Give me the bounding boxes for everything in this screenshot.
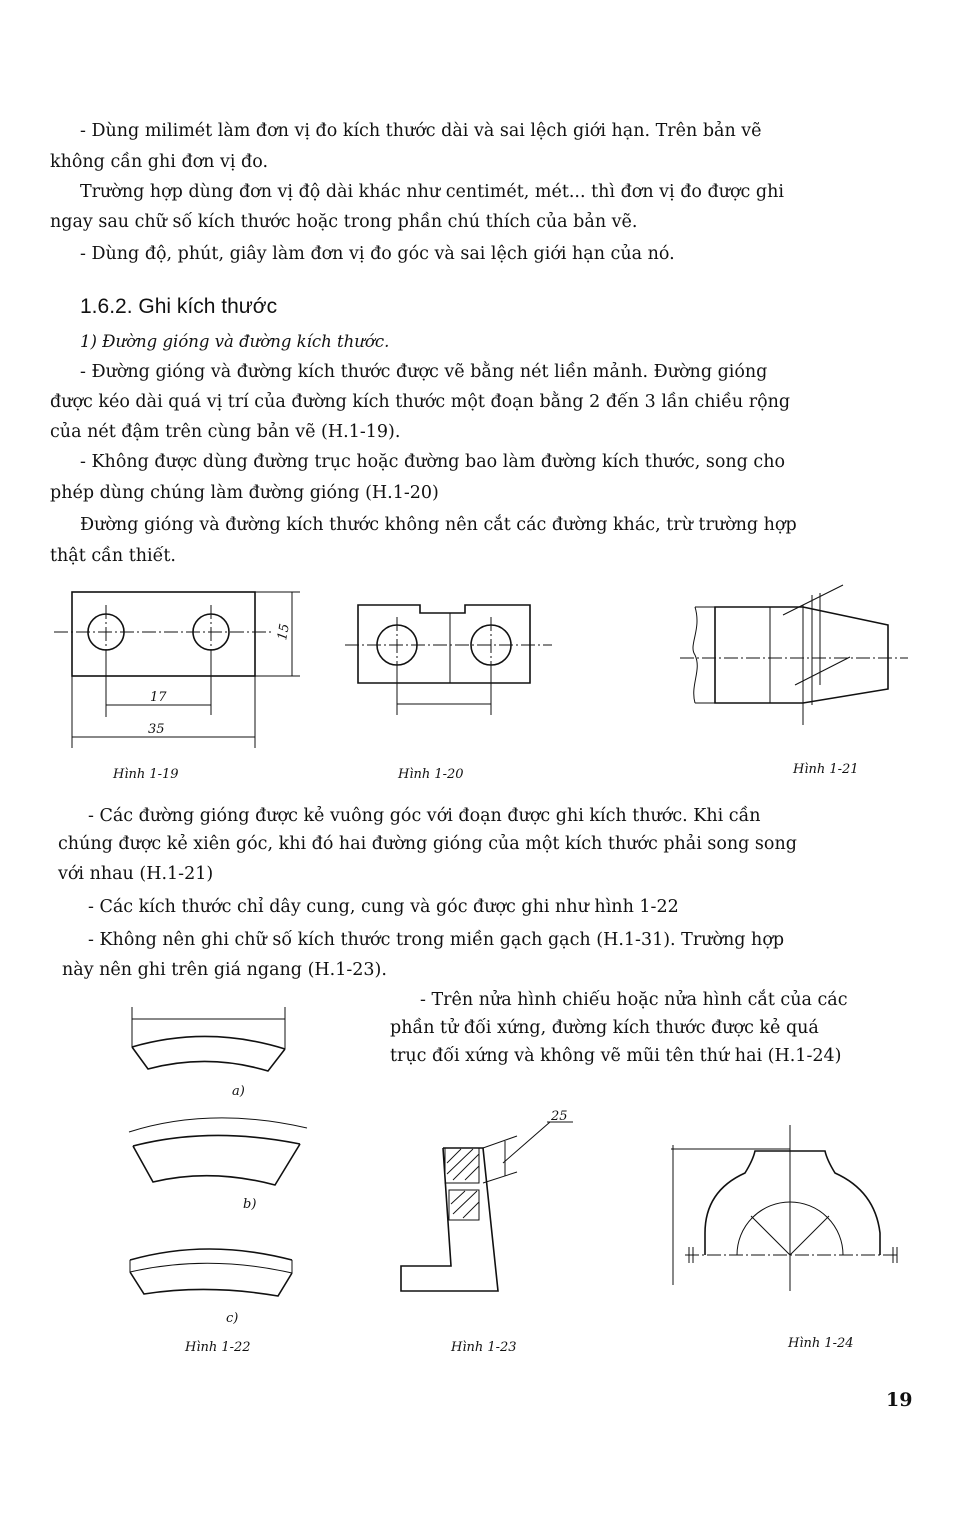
- sub-label-a: a): [232, 1084, 245, 1099]
- section-heading: 1.6.2. Ghi kích thước: [80, 295, 278, 318]
- para-line-14: chúng được kẻ xiên góc, khi đó hai đường gióng của một kích thước phải song song: [58, 834, 797, 854]
- para-line-11: Đường gióng và đường kích thước không nên cắt các đường khác, trừ trường hợp: [80, 515, 797, 535]
- caption-fig-1-24: Hình 1-24: [788, 1336, 854, 1351]
- caption-fig-1-23: Hình 1-23: [451, 1340, 517, 1355]
- para-line-4: ngay sau chữ số kích thước hoặc trong phần chú thích của bản vẽ.: [50, 212, 638, 232]
- para-line-15: với nhau (H.1-21): [58, 864, 214, 884]
- sub-label-c: c): [226, 1311, 239, 1326]
- para-line-20: phần tử đối xứng, đường kích thước được kẻ quá: [390, 1018, 819, 1038]
- figure-1-19: [50, 585, 310, 755]
- dim-15: 15: [275, 622, 293, 642]
- para-line-10: phép dùng chúng làm đường gióng (H.1-20): [50, 483, 439, 503]
- caption-fig-1-20: Hình 1-20: [398, 767, 464, 782]
- dim-35: 35: [148, 722, 165, 737]
- figure-1-22-c: [120, 1240, 310, 1330]
- figure-1-21: [680, 585, 910, 725]
- figure-1-22-b: [115, 1110, 315, 1210]
- para-line-6: - Đường gióng và đường kích thước được vẽ bằng nét liền mảnh. Đường gióng: [80, 362, 768, 382]
- dim-25: 25: [551, 1109, 568, 1124]
- figure-1-24: [665, 1125, 915, 1295]
- caption-fig-1-21: Hình 1-21: [793, 762, 859, 777]
- figure-1-20: [345, 595, 555, 715]
- para-line-3: Trường hợp dùng đơn vị độ dài khác như centimét, mét... thì đơn vị đo được ghi: [80, 182, 784, 202]
- para-line-21: trục đối xứng và không vẽ mũi tên thứ hai (H.1-24): [390, 1046, 842, 1066]
- dim-17: 17: [150, 690, 167, 705]
- para-line-9: - Không được dùng đường trục hoặc đường bao làm đường kích thước, song cho: [80, 452, 785, 472]
- caption-fig-1-19: Hình 1-19: [113, 767, 179, 782]
- para-line-18: này nên ghi trên giá ngang (H.1-23).: [62, 960, 387, 980]
- para-line-19: - Trên nửa hình chiếu hoặc nửa hình cắt của các: [420, 990, 848, 1010]
- figure-1-23: [395, 1108, 585, 1298]
- para-line-16: - Các kích thước chỉ dây cung, cung và góc được ghi như hình 1-22: [88, 897, 679, 917]
- para-line-17: - Không nên ghi chữ số kích thước trong miền gạch gạch (H.1-31). Trường hợp: [88, 930, 785, 950]
- sub-label-b: b): [243, 1197, 257, 1212]
- caption-fig-1-22: Hình 1-22: [185, 1340, 251, 1355]
- para-line-13: - Các đường gióng được kẻ vuông góc với đoạn được ghi kích thước. Khi cần: [88, 806, 761, 826]
- para-line-5: - Dùng độ, phút, giây làm đơn vị đo góc và sai lệch giới hạn của nó.: [80, 244, 675, 264]
- figure-1-22-a: [120, 1005, 310, 1100]
- page-number: 19: [886, 1389, 913, 1411]
- para-line-1: - Dùng milimét làm đơn vị đo kích thước dài và sai lệch giới hạn. Trên bản vẽ: [80, 121, 762, 141]
- para-line-7: được kéo dài quá vị trí của đường kích thước một đoạn bằng 2 đến 3 lần chiều rộng: [50, 392, 791, 412]
- para-line-12: thật cần thiết.: [50, 546, 176, 566]
- para-line-8: của nét đậm trên cùng bản vẽ (H.1-19).: [50, 422, 401, 442]
- subheading: 1) Đường gióng và đường kích thước.: [80, 332, 390, 351]
- para-line-2: không cần ghi đơn vị đo.: [50, 152, 269, 172]
